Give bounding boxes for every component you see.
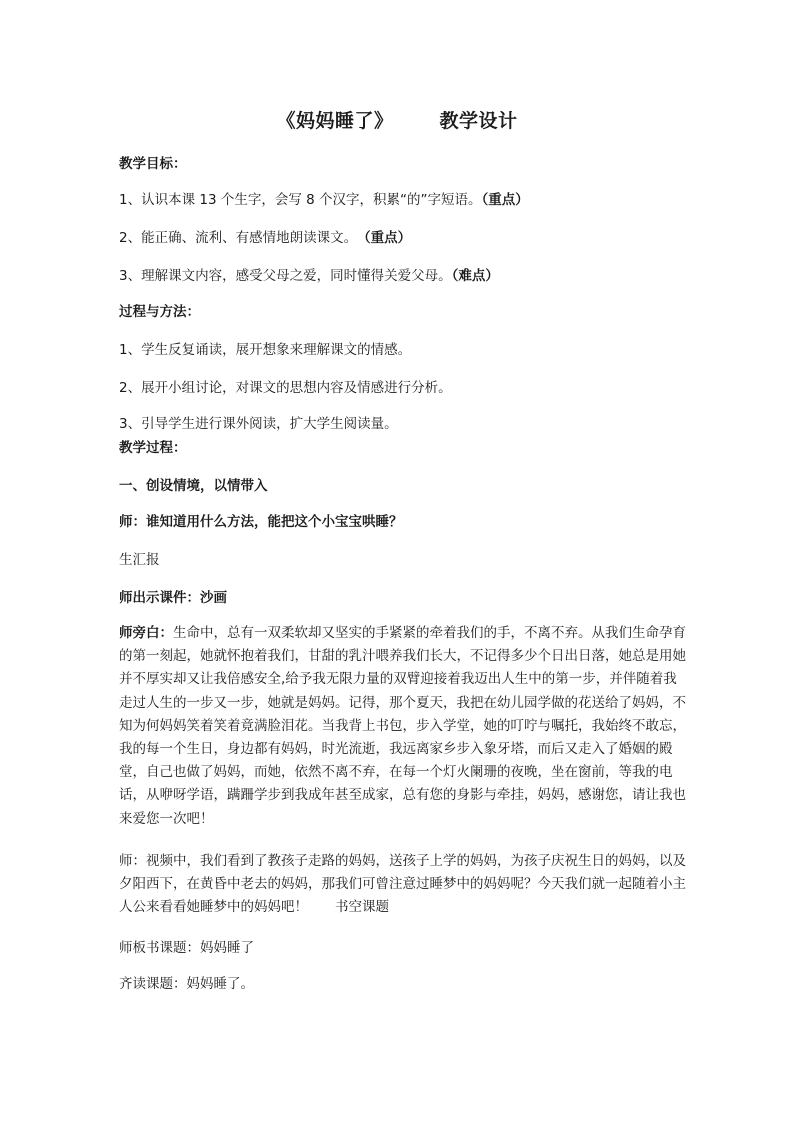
board-title-line: 师板书课题：妈妈睡了 — [119, 940, 254, 956]
courseware-line: 师出示课件：沙画 — [119, 590, 227, 606]
goal-item — [119, 264, 689, 288]
section-heading: 一、创设情境，以情带入 — [119, 478, 268, 494]
document-title — [0, 106, 794, 133]
goal-item — [119, 188, 689, 212]
goal-text: 2、能正确、流利、有感情地朗读课文。 — [119, 230, 364, 246]
narration-label: 师旁白： — [119, 625, 173, 641]
process-method-heading: 过程与方法： — [119, 304, 200, 320]
title-sub: 教学设计 — [439, 110, 518, 132]
goal-text: 3、理解课文内容，感受父母之爱，同时懂得关爱父母。 — [119, 268, 452, 284]
goal-tag: （重点） — [481, 192, 529, 208]
narration-text: 生命中，总有一双柔软却又坚实的手紧紧的牵着我们的手，不离不弃。从我们生命孕育的第一刻起，她就怀抱着我们，甘甜的乳汁喂养我们长大，不记得多少个日出日落，她总是用她并不厚实却又让我倍感安全,给予我无限力量的双臂迎接着我迈出人生中的第一步，并伴随着我走过人生的一步又一步，她就是妈妈。记得，那个夏天，我把在幼儿园学做的花送给了妈妈，不知为何妈妈笑着笑着竟满脸泪花。当我背上书包，步入学堂，她的叮咛与嘱托，我始终不敢忘，我的每一个生日，身边都有妈妈，时光流逝，我远离家乡步入象牙塔，而后又走入了婚姻的殿堂，自己也做了妈妈，而她，依然不离不弃，在每一个灯火阑珊的夜晚，坐在窗前，等我的电话，从咿呀学语，蹒跚学步到我成年甚至成家，总有您的身影与牵挂，妈妈，感谢您，请让我也来爱您一次吧！ — [119, 625, 686, 827]
teacher-video-paragraph: 师：视频中，我们看到了教孩子走路的妈妈，送孩子上学的妈妈，为孩子庆祝生日的妈妈，以及夕阳西下，在黄昏中老去的妈妈，那我们可曾注意过睡梦中的妈妈呢？今天我们就一起随着小主人公来看看她睡梦中的妈妈吧！ 书空课题 — [119, 853, 686, 916]
process-item: 1、学生反复诵读，展开想象来理解课文的情感。 — [119, 342, 412, 358]
goal-item — [119, 226, 689, 250]
teacher-question: 师：谁知道用什么方法，能把这个小宝宝哄睡？ — [119, 514, 403, 530]
goal-text: 1、认识本课 13 个生字，会写 8 个汉字，积累“的”字短语。 — [119, 192, 482, 208]
teaching-process-heading: 教学过程： — [119, 440, 187, 456]
narration-paragraph — [119, 622, 689, 831]
goals-heading: 教学目标： — [119, 156, 187, 172]
goal-tag: （难点） — [451, 268, 499, 284]
process-item: 3、引导学生进行课外阅读，扩大学生阅读量。 — [119, 416, 398, 432]
goal-tag: （重点） — [363, 230, 412, 246]
read-title-line: 齐读课题：妈妈睡了。 — [119, 976, 254, 992]
process-item: 2、展开小组讨论，对课文的思想内容及情感进行分析。 — [119, 380, 452, 396]
student-report: 生汇报 — [119, 552, 160, 568]
title-main: 《妈妈睡了》 — [276, 110, 394, 132]
